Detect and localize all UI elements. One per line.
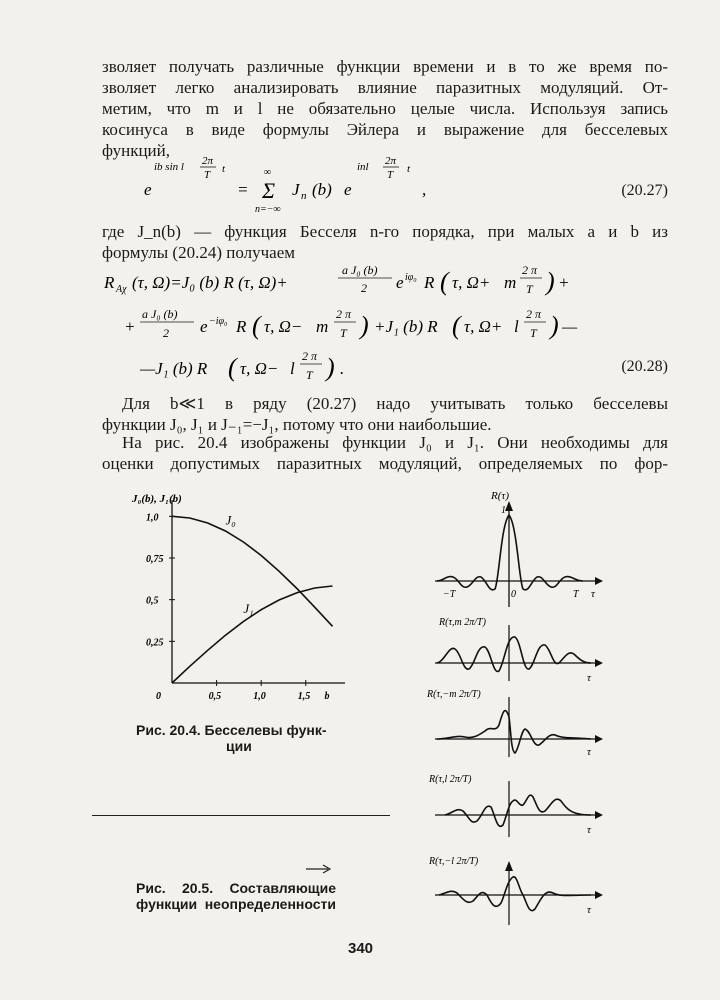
svg-text:e: e [144,180,152,199]
panel-r-tau [435,490,603,607]
paragraph-4 [102,432,668,474]
paragraph-3 [102,393,668,435]
text-line: где J_n(b) — функция Бесселя n-го порядка, при малых a и b из [102,222,668,241]
svg-text:T: T [530,326,537,340]
svg-text:J: J [292,180,300,199]
svg-text:(: ( [440,267,449,296]
svg-text:+: + [558,273,570,292]
svg-text:τ, Ω−: τ, Ω− [240,359,279,378]
text-line: функций, [102,141,170,160]
svg-text:=: = [237,180,249,199]
svg-text:2: 2 [163,326,169,340]
svg-text:2: 2 [361,281,367,295]
panel-r-tau-minus-m [426,689,603,758]
svg-text:n: n [301,190,307,202]
svg-text:(τ, Ω)=J₀ (b) R (τ, Ω)+: (τ, Ω)=J₀ (b) R (τ, Ω)+ [132,273,288,292]
svg-text:,: , [422,180,427,199]
text-line: зволяет получать различные функции времени и в то же время по- [102,57,668,76]
x-tick-label: 1,5 [297,691,311,702]
panel-label: R(τ,−l 2π/T) [429,856,479,867]
tick-zero: 0 [511,589,516,600]
equation-20-28 [102,260,668,390]
svg-text:): ) [360,311,369,340]
panel-r-tau-minus-l [428,856,603,925]
svg-text:T: T [340,326,347,340]
y-tick-label: 0,75 [146,554,164,565]
y-tick-label: 0,5 [146,595,159,607]
svg-text:−iφ₀: −iφ₀ [209,316,228,327]
panel-label: R(τ,m 2π/T) [439,617,486,628]
text-line: функции J₀, J₁ и J₋₁=−J₁, потому что они наибольшие. [102,415,492,434]
svg-text:ib sin l: ib sin l [154,161,184,173]
y-axis-label: J₀(b), J₁(b) [132,493,182,505]
figure-20-5-caption [136,880,336,912]
panel-r-tau-m [435,617,603,684]
text-line: зволяет легко анализировать влияние паразитных модуляций. От- [102,78,668,97]
x-tick-label: 1,0 [253,691,266,702]
svg-text:τ, Ω+: τ, Ω+ [452,273,491,292]
text-line: Для b≪1 в ряду (20.27) надо учитывать только бесселевы [122,394,668,413]
svg-text:m: m [504,273,517,292]
axis-tau: τ [587,746,591,758]
svg-text:R: R [104,273,115,292]
axis-tau: τ [587,672,591,684]
divider-line [92,815,390,816]
svg-text:): ) [326,353,335,382]
svg-text:+: + [124,317,136,336]
svg-text:a J₀ (b): a J₀ (b) [142,307,178,321]
caption-line: ции [226,738,252,754]
series-label: J₁ [243,601,254,616]
series-label: J₀ [225,512,236,528]
svg-text:2 π: 2 π [336,307,352,321]
bessel-chart [130,488,350,713]
equation-20-28-render [102,260,668,390]
svg-text:—J₁ (b) R: —J₁ (b) R [140,359,208,378]
equation-20-27-render [102,150,668,215]
svg-text:T: T [306,368,313,382]
caption-line: функции неопределенности [136,896,336,912]
svg-text:inl: inl [357,161,369,173]
svg-text:(b): (b) [312,180,332,199]
text-line: косинуса в виде формулы Эйлера и выражение для бесселевых [102,120,668,139]
svg-text:(: ( [252,311,261,340]
svg-text:Σ: Σ [262,178,276,203]
y-tick-label: 1,0 [146,512,159,524]
panel-label: R(τ) [491,490,509,502]
svg-text:m: m [316,317,329,336]
y-tick-label: 0,25 [146,637,164,649]
svg-text:2 π: 2 π [526,307,542,321]
svg-text:a J₀ (b): a J₀ (b) [342,263,378,277]
equation-number-20-28: (20.28) [621,358,668,375]
text-line: На рис. 20.4 изображены функции J₀ и J₁. Они необходимы для [122,433,668,452]
x-tick-label: 0,5 [208,691,222,702]
svg-text:iφ₀: iφ₀ [405,272,417,283]
tick-T: T [573,589,579,600]
svg-text:.: . [340,359,345,378]
axis-tau: τ [587,824,591,836]
x-tick-label: b [324,691,330,702]
caption-line: Рис. 20.4. Бесселевы функ- [136,722,327,738]
svg-text:2 π: 2 π [522,263,538,277]
text-line: оценки допустимых паразитных модуляций, определяемых по фор- [102,454,668,473]
caption-line: Рис. 20.5. Составляющие [136,880,336,896]
svg-text:Aχ: Aχ [116,284,127,295]
svg-text:): ) [546,267,555,296]
equation-20-27 [102,150,668,215]
svg-text:(: ( [452,311,461,340]
text-line: формулы (20.24) получаем [102,243,296,262]
svg-text:l: l [514,317,519,336]
right-arrow-icon [306,864,332,874]
svg-text:t: t [407,163,411,175]
axis-tau: τ [587,904,591,916]
svg-text:n=−∞: n=−∞ [255,204,281,215]
tick-minus-T: −T [443,589,456,600]
svg-text:τ, Ω+: τ, Ω+ [464,317,503,336]
text-line: метим, что m и l не обязательно целые числа. Используя запись [102,99,668,118]
svg-text:T: T [526,282,533,296]
svg-text:+J₁ (b) R: +J₁ (b) R [374,317,438,336]
svg-text:T: T [387,169,394,181]
equation-number-20-27: (20.27) [621,182,668,199]
svg-text:T: T [204,169,211,181]
svg-text:(: ( [228,353,237,382]
svg-text:2 π: 2 π [302,349,318,363]
x-tick-label: 0 [156,691,161,702]
panel-label: R(τ,−m 2π/T) [427,689,481,700]
svg-text:2π: 2π [385,155,397,167]
svg-text:e: e [396,273,404,292]
page-number: 340 [348,940,374,957]
svg-text:R: R [236,317,247,336]
figure-20-4-caption [136,722,336,754]
svg-text:e: e [200,317,208,336]
svg-text:t: t [222,163,226,175]
svg-text:2π: 2π [202,155,214,167]
svg-text:—: — [562,317,578,336]
svg-text:∞: ∞ [264,167,272,178]
svg-text:R: R [424,273,435,292]
peak-label: 1 [501,505,506,516]
ambiguity-figure [425,485,610,935]
svg-text:e: e [344,180,352,199]
axis-tau: τ [591,588,595,600]
paragraph-2 [102,221,668,263]
panel-r-tau-l [428,774,603,837]
panel-label: R(τ,l 2π/T) [429,774,472,785]
svg-text:): ) [550,311,559,340]
paragraph-1 [102,56,668,161]
svg-text:τ, Ω−: τ, Ω− [264,317,303,336]
svg-text:l: l [290,359,295,378]
